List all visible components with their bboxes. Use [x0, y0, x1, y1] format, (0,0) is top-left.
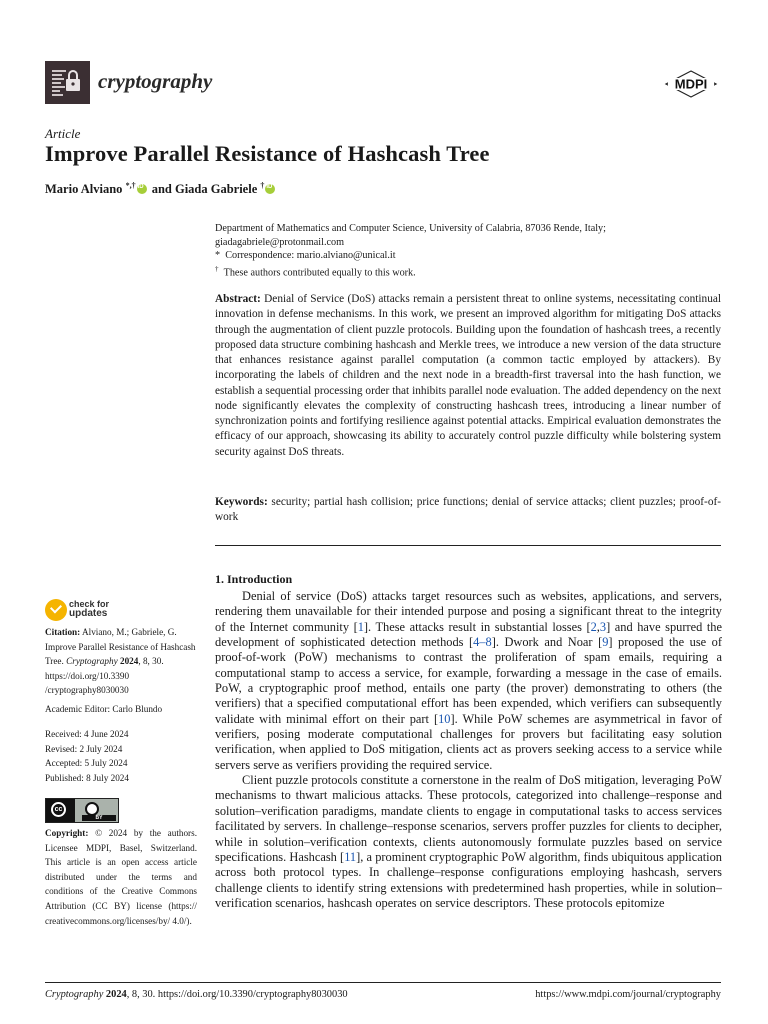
text-run: ] proposed the use of proof-of-work (PoW) mechanisms to contrast the proliferation of spam emails, requiring a computational stamp to access a service, for example, forwarding a message in the case of emails. PoW, a cryptographic proof method, entails one party (the prover) demonstrating to others (the verifiers) that a specified computational effort has been expended, which verifiers can subsequently validate with minimal effort on their part [ [215, 635, 722, 726]
attribution-icon [85, 802, 99, 816]
paragraph: Denial of service (DoS) attacks target resources such as websites, applications, and servers, rendering them unavailable for their intended purpose and posing a significant threat to the integrity of the Internet community [1]. These attacks result in substantial losses [2,3] and have spurred the development of sophisticated detection methods [4–8]. Dwork and Noar [9] proposed the use of proof-of-work (PoW) mechanisms to contrast the proliferation of spam emails, requiring a computational stamp to access a service, for example, forwarding a message in the case of emails. PoW, a cryptographic proof method, entails one party (the prover) demonstrating to others (the verifiers) that a specified computational effort has been expended, which verifiers can subsequently validate with minimal effort on their part [10]. While PoW schemes are asymmetrical in favor of verifiers, posing moderate computational challenges for provers but facilitating easy solution verification, when applied to DoS mitigation, clients act as provers seeking access to a service while servers serve as verifiers providing the required service. [215, 589, 722, 772]
published-date: Published: 8 July 2024 [45, 772, 129, 783]
citation-link[interactable]: 10 [438, 711, 451, 726]
footer-journal-url[interactable]: https://www.mdpi.com/journal/cryptography [535, 989, 721, 1000]
abstract-text: Denial of Service (DoS) attacks remain a persistent threat to online systems, necessitating continual innovation in defense mechanisms. In this work, we present an improved algorithm for mitigating DoS attacks through the augmentation of client puzzle protocols. Building upon the foundation of hashcash trees, a recently proposed data structure combining hashcash and Merkle trees, we introduce a new version of the data structure that enhances resistance against parallel computation (a common tactic employed by attackers). By incorporating the labels of children and the next node in a breadth-first traversal into the hash function, we establish a sequential processing order that inhibits parallel node evaluation. The added dependency on the next node significantly elevates the complexity of constructing hashcash trees, introducing a linear number of synchronization points and fortifying resilience against potential attacks. Empirical evaluation demonstrates the efficacy of our approach, showcasing its ability to accurately control puzzle difficulty while bolstering system security against DoS threats. [215, 293, 722, 458]
page-title: Improve Parallel Resistance of Hashcash Tree [45, 141, 490, 166]
mdpi-logo [664, 70, 718, 98]
check-for-updates-text [69, 599, 109, 619]
affiliation-dept: Department of Mathematics and Computer Science, University of Calabria, 87036 Rende, Italy; [215, 223, 606, 234]
accepted-date: Accepted: 5 July 2024 [45, 758, 128, 769]
citation-link[interactable]: 1 [357, 619, 364, 634]
journal-logo [45, 61, 90, 104]
citation-link[interactable]: 3 [599, 619, 607, 634]
citation-doi[interactable]: , 8, 30. https://doi.org/10.3390 /cryptography8030030 [45, 656, 164, 696]
copyright-block [45, 826, 197, 928]
text-run: ]. Dwork and Noar [ [491, 635, 603, 650]
citation-journal: Cryptography [66, 656, 118, 667]
text-run: Denial of service (DoS) attacks target resources such as websites, applications, and servers, rendering them unavailable for their intended purpose and posing a significant threat to the integrity of the Internet community [ [215, 589, 722, 634]
keywords-text: security; partial hash collision; price functions; denial of service attacks; client puzzles; proof-of-work [215, 496, 721, 524]
keywords [215, 495, 721, 526]
orcid-icon[interactable] [137, 184, 147, 194]
editor-name: Carlo Blundo [112, 704, 163, 714]
abstract-label: Abstract: [215, 293, 261, 305]
author-conjunction: and [151, 182, 172, 197]
keywords-label: Keywords: [215, 496, 268, 508]
article-type: Article [45, 126, 81, 141]
journal-name: cryptography [98, 69, 213, 93]
text-run: ]. While PoW schemes are asymmetrical in favor of verifiers, posing moderate computational challenges for provers but facilitating easy solution verification, when applied to DoS mitigation, clients act as provers seeking access to a service while servers serve as verifiers providing the required service. [215, 711, 722, 772]
updates-label: updates [69, 608, 108, 619]
citation-text: Alviano, M.; Gabriele, G. Improve Parallel Resistance of Hashcash Tree. [45, 627, 196, 667]
author-marks: *,† [125, 181, 136, 190]
mdpi-logo-text: MDPI [674, 76, 708, 92]
copyright-label: Copyright: [45, 828, 89, 838]
introduction-body [215, 589, 722, 911]
affiliations [215, 222, 725, 279]
authors-line [45, 181, 277, 197]
text-run: Client puzzle protocols constitute a cornerstone in the realm of DoS mitigation, leveraging PoW mechanisms to thwart malicious attacks. These protocols, categorized into challenge–response and solution–verification paradigms, mandate clients to engage in computational tasks to access services facilitated by servers. In challenge–response scenarios, servers proffer puzzles for clients to decipher, while in solution–verification contexts, clients autonomously formulate puzzles based on service specifications. Hashcash [ [215, 773, 722, 864]
abstract [215, 292, 721, 460]
dates-block [45, 727, 197, 785]
footer-citation [45, 989, 348, 1000]
cc-by-license-badge[interactable] [45, 798, 119, 823]
paragraph [215, 773, 722, 911]
revised-date: Revised: 2 July 2024 [45, 743, 123, 754]
by-label: BY [82, 815, 116, 821]
cc-icon: cc [51, 802, 66, 817]
section-divider [215, 545, 721, 546]
check-label: check for [69, 599, 110, 609]
editor-label: Academic Editor: [45, 704, 111, 714]
footer-journal: Cryptography [45, 989, 104, 1000]
check-icon [45, 599, 67, 621]
citation-link[interactable]: 2 [590, 619, 597, 634]
section-heading: 1. Introduction [215, 572, 293, 586]
copyright-text: © 2024 by the authors. Licensee MDPI, Basel, Switzerland. This article is an open access article distributed under the terms and conditions of the Creative Commons Attribution (CC BY) license (https:// creativecommons.org/licenses/by/ 4.0/). [45, 828, 197, 926]
orcid-icon[interactable] [265, 184, 275, 194]
correspondence-note: Correspondence: mario.alviano@unical.it [225, 250, 396, 261]
author-name: Mario Alviano [45, 182, 123, 197]
citation-label: Citation: [45, 627, 81, 637]
footer-doi[interactable]: , 8, 30. https://doi.org/10.3390/cryptography8030030 [126, 989, 348, 1000]
equal-contribution-note: These authors contributed equally to this work. [223, 266, 416, 278]
citation-link[interactable]: 4–8 [473, 635, 492, 650]
author-name: Giada Gabriele [174, 182, 258, 197]
academic-editor [45, 702, 197, 717]
dagger-mark: † [215, 264, 219, 273]
check-for-updates-badge[interactable] [45, 599, 165, 623]
citation-year: 2024 [119, 656, 139, 667]
text-run: ] and have spurred the development of sophisticated detection methods [ [215, 619, 722, 650]
footer-year: 2024 [105, 989, 127, 1000]
footer-divider [45, 982, 721, 983]
text-run: ], a prominent cryptographic PoW algorithm, finds ubiquitous application across both protocol types. In challenge–response configurations employing hashcash, servers challenge clients to identify string extensions with predetermined hash properties, while in solution–verification scenarios, hashcash operates on service descriptors. These protocols epitomize [215, 849, 722, 910]
citation-link[interactable]: 9 [602, 635, 609, 650]
author-marks: † [260, 181, 265, 190]
citation-link[interactable]: 11 [344, 849, 357, 864]
correspondence-mark: * [215, 250, 221, 261]
affiliation-email: giadagabriele@protonmail.com [215, 236, 345, 248]
received-date: Received: 4 June 2024 [45, 729, 129, 739]
text-run: ]. These attacks result in substantial losses [ [363, 619, 591, 634]
citation-block [45, 625, 197, 698]
